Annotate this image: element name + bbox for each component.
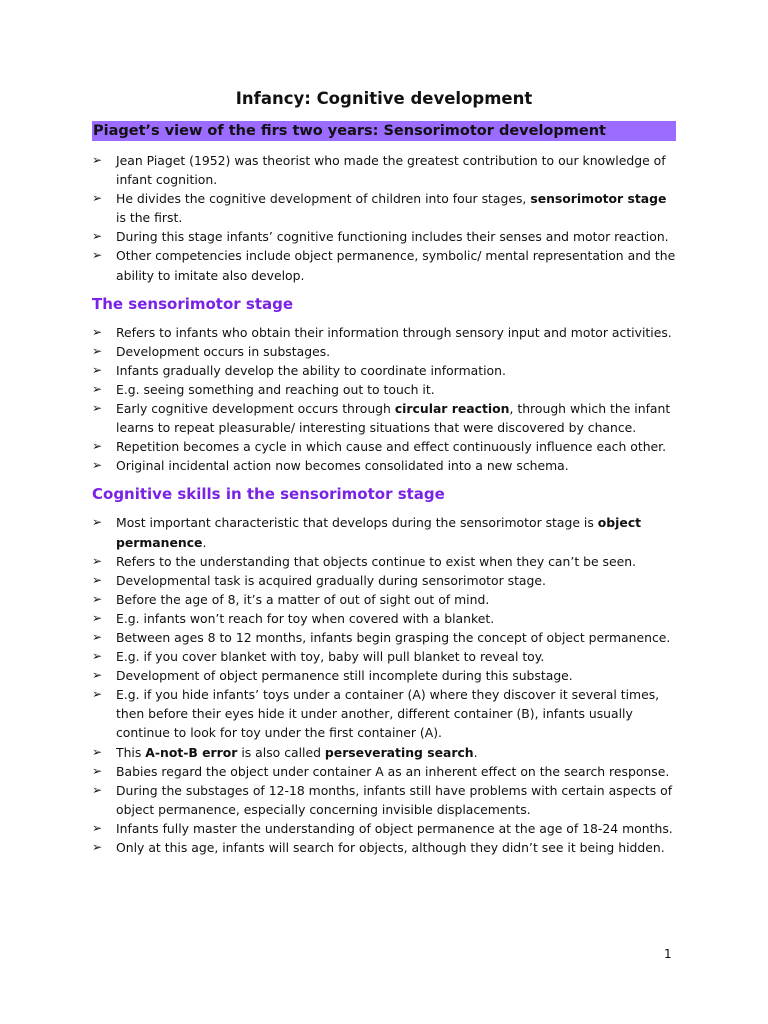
item-text: , through which the infant learns to repeat pleasurable/ interesting situations that were discovered by chance. <box>116 401 671 436</box>
item-text: Development of object permanence still incomplete during this substage. <box>116 668 573 684</box>
list-item <box>92 399 676 437</box>
arrow-bullet-icon: ➢ <box>92 153 103 167</box>
item-text: Other competencies include object permanence, symbolic/ mental representation and the ability to imitate also develop. <box>116 248 676 283</box>
document-title: Infancy: Cognitive development <box>235 89 533 108</box>
item-text: Only at this age, infants will search for objects, although they didn’t see it being hidden. <box>116 840 665 855</box>
item-text: Refers to the understanding that objects continue to exist when they can’t be seen. <box>116 553 637 569</box>
list-item <box>92 838 676 857</box>
item-text: Between ages 8 to 12 months, infants begin grasping the concept of object permanence. <box>116 629 671 645</box>
arrow-bullet-icon: ➢ <box>92 629 103 644</box>
piaget-list <box>92 151 676 285</box>
list-item <box>92 590 676 609</box>
arrow-bullet-icon: ➢ <box>92 343 103 358</box>
list-item <box>92 685 676 742</box>
item-text: Developmental task is acquired gradually during sensorimotor stage. <box>116 572 546 588</box>
item-text: Infants fully master the understanding of object permanence at the age of 18-24 months. <box>116 820 673 836</box>
item-text: Refers to infants who obtain their information through sensory input and motor activities. <box>116 324 672 340</box>
list-item <box>92 609 676 628</box>
bold-term: sensorimotor stage <box>530 191 667 207</box>
arrow-bullet-icon: ➢ <box>92 401 103 416</box>
list-item <box>92 361 676 380</box>
sensorimotor-list <box>92 323 676 476</box>
arrow-bullet-icon: ➢ <box>92 668 103 683</box>
list-item <box>92 437 676 456</box>
list-item <box>92 513 676 551</box>
bold-term: perseverating search <box>324 744 474 760</box>
arrow-bullet-icon: ➢ <box>92 191 103 206</box>
item-text: Repetition becomes a cycle in which cause and effect continuously influence each other. <box>116 439 667 455</box>
arrow-bullet-icon: ➢ <box>92 820 103 835</box>
bold-term: object permanence <box>116 515 642 550</box>
arrow-bullet-icon: ➢ <box>92 515 103 530</box>
item-text: Infants gradually develop the ability to coordinate information. <box>116 362 506 378</box>
arrow-bullet-icon: ➢ <box>92 439 103 454</box>
list-item <box>92 628 676 647</box>
arrow-bullet-icon: ➢ <box>92 458 103 473</box>
cognitive-skills-list <box>92 513 676 857</box>
list-item <box>92 552 676 571</box>
arrow-bullet-icon: ➢ <box>92 553 103 568</box>
arrow-bullet-icon: ➢ <box>92 591 103 606</box>
piaget-heading: Piaget’s view of the firs two years: Sensorimotor development <box>92 121 676 141</box>
list-item <box>92 246 676 284</box>
item-text: is also called <box>237 744 325 760</box>
list-item <box>92 666 676 685</box>
list-item <box>92 647 676 666</box>
arrow-bullet-icon: ➢ <box>92 229 103 244</box>
list-item <box>92 743 676 762</box>
list-item <box>92 819 676 838</box>
arrow-bullet-icon: ➢ <box>92 763 103 778</box>
arrow-bullet-icon: ➢ <box>92 840 103 854</box>
item-text: During this stage infants’ cognitive functioning includes their senses and motor reaction. <box>116 229 669 245</box>
list-item <box>92 151 676 189</box>
item-text: Development occurs in substages. <box>116 343 331 359</box>
sensorimotor-heading: The sensorimotor stage <box>92 294 294 313</box>
item-text: This <box>116 744 146 760</box>
arrow-bullet-icon: ➢ <box>92 687 103 702</box>
item-text: . <box>473 744 478 760</box>
list-item <box>92 189 676 227</box>
item-text: Original incidental action now becomes consolidated into a new schema. <box>116 458 569 474</box>
list-item <box>92 323 676 342</box>
arrow-bullet-icon: ➢ <box>92 324 103 339</box>
page-number: 1 <box>664 947 672 961</box>
item-text: Most important characteristic that develops during the sensorimotor stage is <box>116 515 598 531</box>
item-text: E.g. if you hide infants’ toys under a container (A) where they discover it several times, then before their eyes hide it under another, different container (B), infants usually continue to look for toy under the first container (A). <box>116 687 660 741</box>
item-text: is the first. <box>116 210 183 226</box>
arrow-bullet-icon: ➢ <box>92 649 103 664</box>
item-text: Early cognitive development occurs through <box>116 401 395 417</box>
list-item <box>92 380 676 399</box>
arrow-bullet-icon: ➢ <box>92 572 103 587</box>
list-item <box>92 762 676 781</box>
arrow-bullet-icon: ➢ <box>92 610 103 625</box>
list-item <box>92 571 676 590</box>
arrow-bullet-icon: ➢ <box>92 381 103 396</box>
item-text: Jean Piaget (1952) was theorist who made the greatest contribution to our knowledge of infant cognition. <box>116 153 666 188</box>
arrow-bullet-icon: ➢ <box>92 744 103 759</box>
arrow-bullet-icon: ➢ <box>92 782 103 797</box>
item-text: He divides the cognitive development of children into four stages, <box>116 191 531 207</box>
document-page <box>92 88 676 861</box>
cognitive-skills-heading: Cognitive skills in the sensorimotor stage <box>92 485 445 504</box>
item-text: Babies regard the object under container A as an inherent effect on the search response. <box>116 763 670 779</box>
arrow-bullet-icon: ➢ <box>92 248 103 263</box>
item-text: E.g. seeing something and reaching out to touch it. <box>116 381 435 397</box>
item-text: E.g. if you cover blanket with toy, baby will pull blanket to reveal toy. <box>116 649 545 665</box>
item-text: During the substages of 12-18 months, infants still have problems with certain aspects of object permanence, especially concerning invisible displacements. <box>116 782 673 817</box>
item-text: E.g. infants won’t reach for toy when covered with a blanket. <box>116 610 495 626</box>
bold-term: circular reaction <box>394 401 510 417</box>
bold-term: A-not-B error <box>145 744 238 760</box>
list-item <box>92 227 676 246</box>
list-item <box>92 781 676 819</box>
arrow-bullet-icon: ➢ <box>92 362 103 377</box>
item-text: Before the age of 8, it’s a matter of out of sight out of mind. <box>116 591 490 607</box>
list-item <box>92 456 676 475</box>
item-text: . <box>202 534 207 550</box>
list-item <box>92 342 676 361</box>
